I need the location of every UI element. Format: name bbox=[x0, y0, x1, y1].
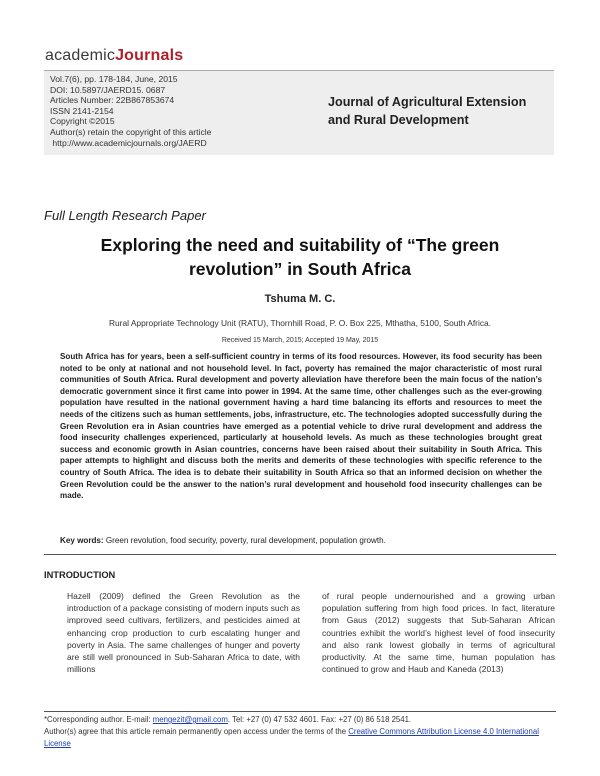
rights-line: Author(s) retain the copyright of this article bbox=[50, 126, 212, 137]
author-name: Tshuma M. C. bbox=[264, 293, 336, 305]
volume-line: Vol.7(6), pp. 178-184, June, 2015 bbox=[50, 74, 178, 84]
keywords-label: Key words: bbox=[60, 536, 104, 545]
introduction-heading: INTRODUCTION bbox=[44, 570, 116, 580]
introduction-right-column: of rural people undernourished and a growing urban population suffering from high food prices. In fact, literature from Gaus (2012) suggests that Sub-Saharan African countries exhibit the world’s highest level of food insecurity and also rank lowest globally in terms of agricultural productivity. At the same time, human population has continued to grow and Haub and Kaneda (2013) bbox=[322, 591, 555, 675]
license-prefix: Author(s) agree that this article remain permanently open access under the terms of the bbox=[44, 726, 349, 736]
footnote-divider bbox=[44, 711, 556, 712]
article-info-box bbox=[44, 70, 554, 155]
journal-name: Journal of Agricultural Extension and Rural Development bbox=[328, 95, 527, 127]
copyright-line: Copyright ©2015 bbox=[50, 116, 115, 127]
logo-part-journals: Journals bbox=[115, 47, 184, 64]
corresponding-author-line bbox=[44, 714, 556, 726]
received-accepted-dates: Received 15 March, 2015; Accepted 19 May, 2015 bbox=[221, 337, 379, 344]
journal-url[interactable]: http://www.academicjournals.org/JAERD bbox=[50, 137, 207, 148]
keywords-text: Green revolution, food security, poverty, rural development, population growth. bbox=[103, 536, 386, 545]
author-affiliation: Rural Appropriate Technology Unit (RATU), Thornhill Road, P. O. Box 225, Mthatha, 5100, South Africa. bbox=[108, 318, 492, 328]
paper-title: Exploring the need and suitability of “The green revolution” in South Africa bbox=[100, 235, 500, 279]
logo-part-academic: academic bbox=[45, 47, 116, 64]
doi-line: DOI: 10.5897/JAERD15. 0687 bbox=[50, 84, 166, 95]
license-link[interactable]: Creative Commons Attribution License 4.0 International License bbox=[44, 726, 539, 748]
section-divider bbox=[44, 554, 556, 555]
introduction-left-column: Hazell (2009) defined the Green Revolution as the introduction of a package consisting of modern inputs such as improved seed cultivars, fertilizers, and pesticides aimed at enhancing crop production to curb escalating hunger and poverty in Asia. The same challenges of hunger and poverty are still well pronounced in Sub-Saharan Africa to date, with millions bbox=[67, 591, 300, 675]
paper-type: Full Length Research Paper bbox=[44, 208, 206, 223]
keywords bbox=[60, 536, 542, 545]
publisher-logo bbox=[45, 47, 183, 65]
license-line bbox=[44, 726, 556, 750]
corresponding-prefix: *Corresponding author. E-mail: bbox=[44, 715, 153, 724]
abstract: South Africa has for years, been a self-sufficient country in terms of its food resources. However, its food security has been noted to be only at national and not household level. In fact, poverty has remained the major characteristic of most rural communities of South Africa. Rural development and poverty alleviation have therefore been the main focus of the nation’s democratic government since it first came into power in 1994. At the same time, other challenges such as the ever-growing population have resulted in the national government having a hard time balancing its efforts and resources to meet the needs of the citizens such as human settlements, jobs, infrastructure, etc. The technologies adopted successfully during the Green Revolution era in Asian countries have emerged as a potential vehicle to drive rural development and address the food insecurity challenges experienced, particularly at household levels. As much as these technologies brought great success and economic growth in Asian countries, concerns have been raised about their suitability in South Africa. This paper attempts to highlight and discuss both the merits and demerits of these technologies with specific reference to the country of South Africa. The idea is to debate their suitability in South Africa so that an informed decision on whether the Green Revolution could be the answer to the nation’s rural development and household food insecurity challenges can be made. bbox=[60, 352, 542, 501]
contact-details: . Tel: +27 (0) 47 532 4601. Fax: +27 (0) 86 518 2541. bbox=[227, 715, 412, 724]
author-email-link[interactable]: mengezit@gmail.com bbox=[152, 715, 228, 724]
article-number-line: Articles Number: 22B867853674 bbox=[50, 95, 175, 106]
article-metadata bbox=[50, 74, 211, 148]
footnote bbox=[44, 714, 556, 749]
issn-line: ISSN 2141-2154 bbox=[50, 105, 114, 116]
